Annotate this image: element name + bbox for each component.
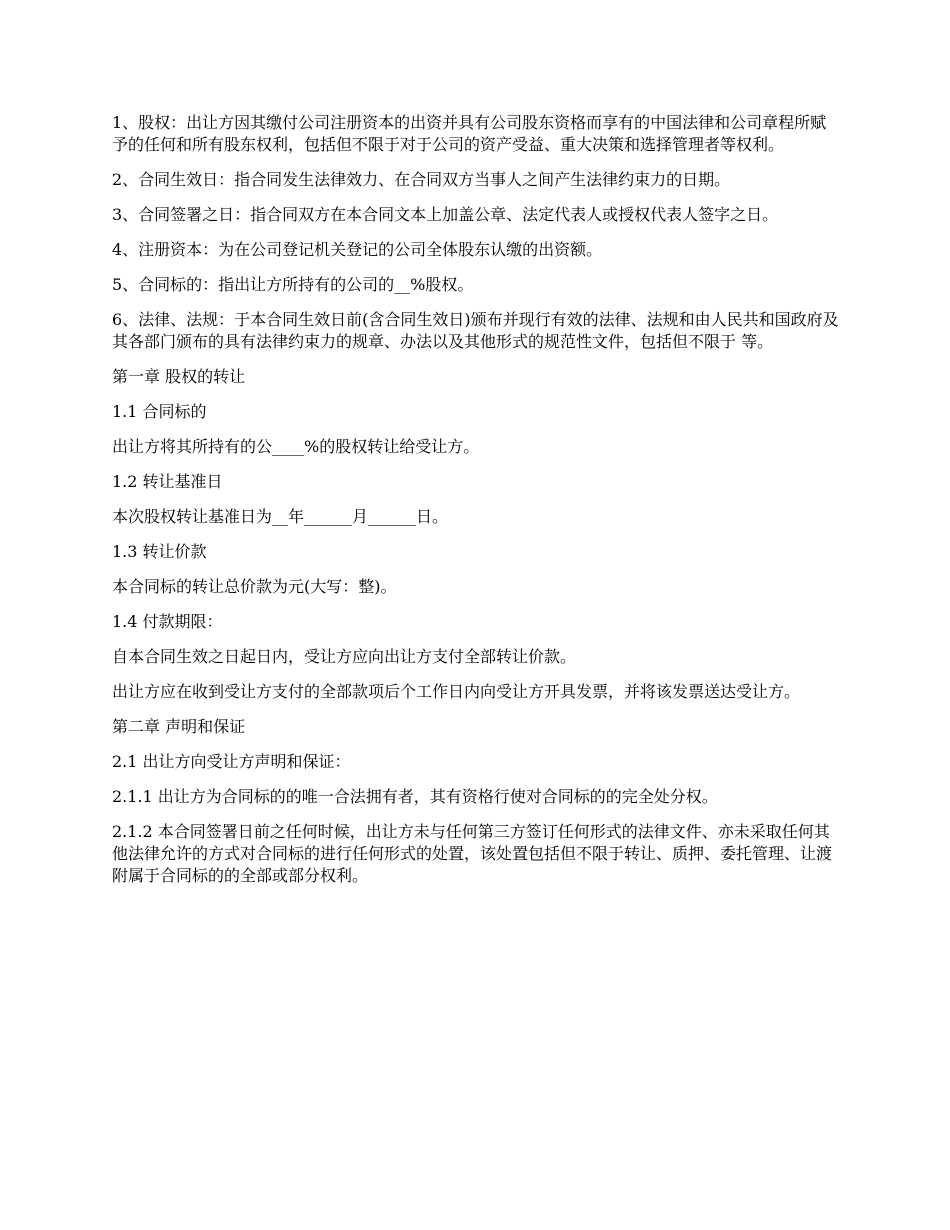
section-1-4-text-invoice: 出让方应在收到受让方支付的全部款项后个工作日内向受让方开具发票，并将该发票送达受让方。 <box>112 682 801 701</box>
chapter-two-heading: 第二章 声明和保证 <box>112 717 246 736</box>
section-2-1-1-text: 2.1.1 出让方为合同标的的唯一合法拥有者，其有资格行使对合同标的的完全处分权。 <box>112 787 718 806</box>
section-1-2-text: 本次股权转让基准日为__年______月______日。 <box>112 507 449 526</box>
section-1-4-heading: 1.4 付款期限： <box>112 612 223 631</box>
definition-equity: 1、股权：出让方因其缴付公司注册资本的出资并具有公司股东资格而享有的中国法律和公司章程所赋予的任何和所有股东权利，包括但不限于对于公司的资产受益、重大决策和选择管理者等权利。 <box>112 113 827 154</box>
document-body <box>112 112 842 900</box>
definition-contract-subject: 5、合同标的：指出让方所持有的公司的__%股权。 <box>112 275 474 294</box>
definition-effective-date: 2、合同生效日：指合同发生法律效力、在合同双方当事人之间产生法律约束力的日期。 <box>112 170 731 189</box>
section-1-1-text: 出让方将其所持有的公____%的股权转让给受让方。 <box>112 437 480 456</box>
section-2-1-2-text: 2.1.2 本合同签署日前之任何时候，出让方未与任何第三方签订任何形式的法律文件、亦未采取任何其他法律允许的方式对合同标的进行任何形式的处置，该处置包括但不限于转让、质押、委托管理、让渡附属于合同标的的全部或部分权利。 <box>112 822 833 885</box>
section-1-3-text: 本合同标的转让总价款为元(大写：整)。 <box>112 577 397 596</box>
section-1-2-heading: 1.2 转让基准日 <box>112 472 223 491</box>
definition-registered-capital: 4、注册资本：为在公司登记机关登记的公司全体股东认缴的出资额。 <box>112 240 603 259</box>
section-1-1-heading: 1.1 合同标的 <box>112 402 207 421</box>
chapter-one-heading: 第一章 股权的转让 <box>112 367 246 386</box>
section-1-3-heading: 1.3 转让价款 <box>112 542 207 561</box>
section-2-1-heading: 2.1 出让方向受让方声明和保证： <box>112 752 351 771</box>
section-1-4-text-payment: 自本合同生效之日起日内，受让方应向出让方支付全部转让价款。 <box>112 647 577 666</box>
definition-signing-date: 3、合同签署之日：指合同双方在本合同文本上加盖公章、法定代表人或授权代表人签字之日。 <box>112 205 779 224</box>
definition-laws-regulations: 6、法律、法规：于本合同生效日前(含合同生效日)颁布并现行有效的法律、法规和由人民共和国政府及其各部门颁布的具有法律约束力的规章、办法以及其他形式的规范性文件，包括但不限于 等。 <box>112 310 839 351</box>
